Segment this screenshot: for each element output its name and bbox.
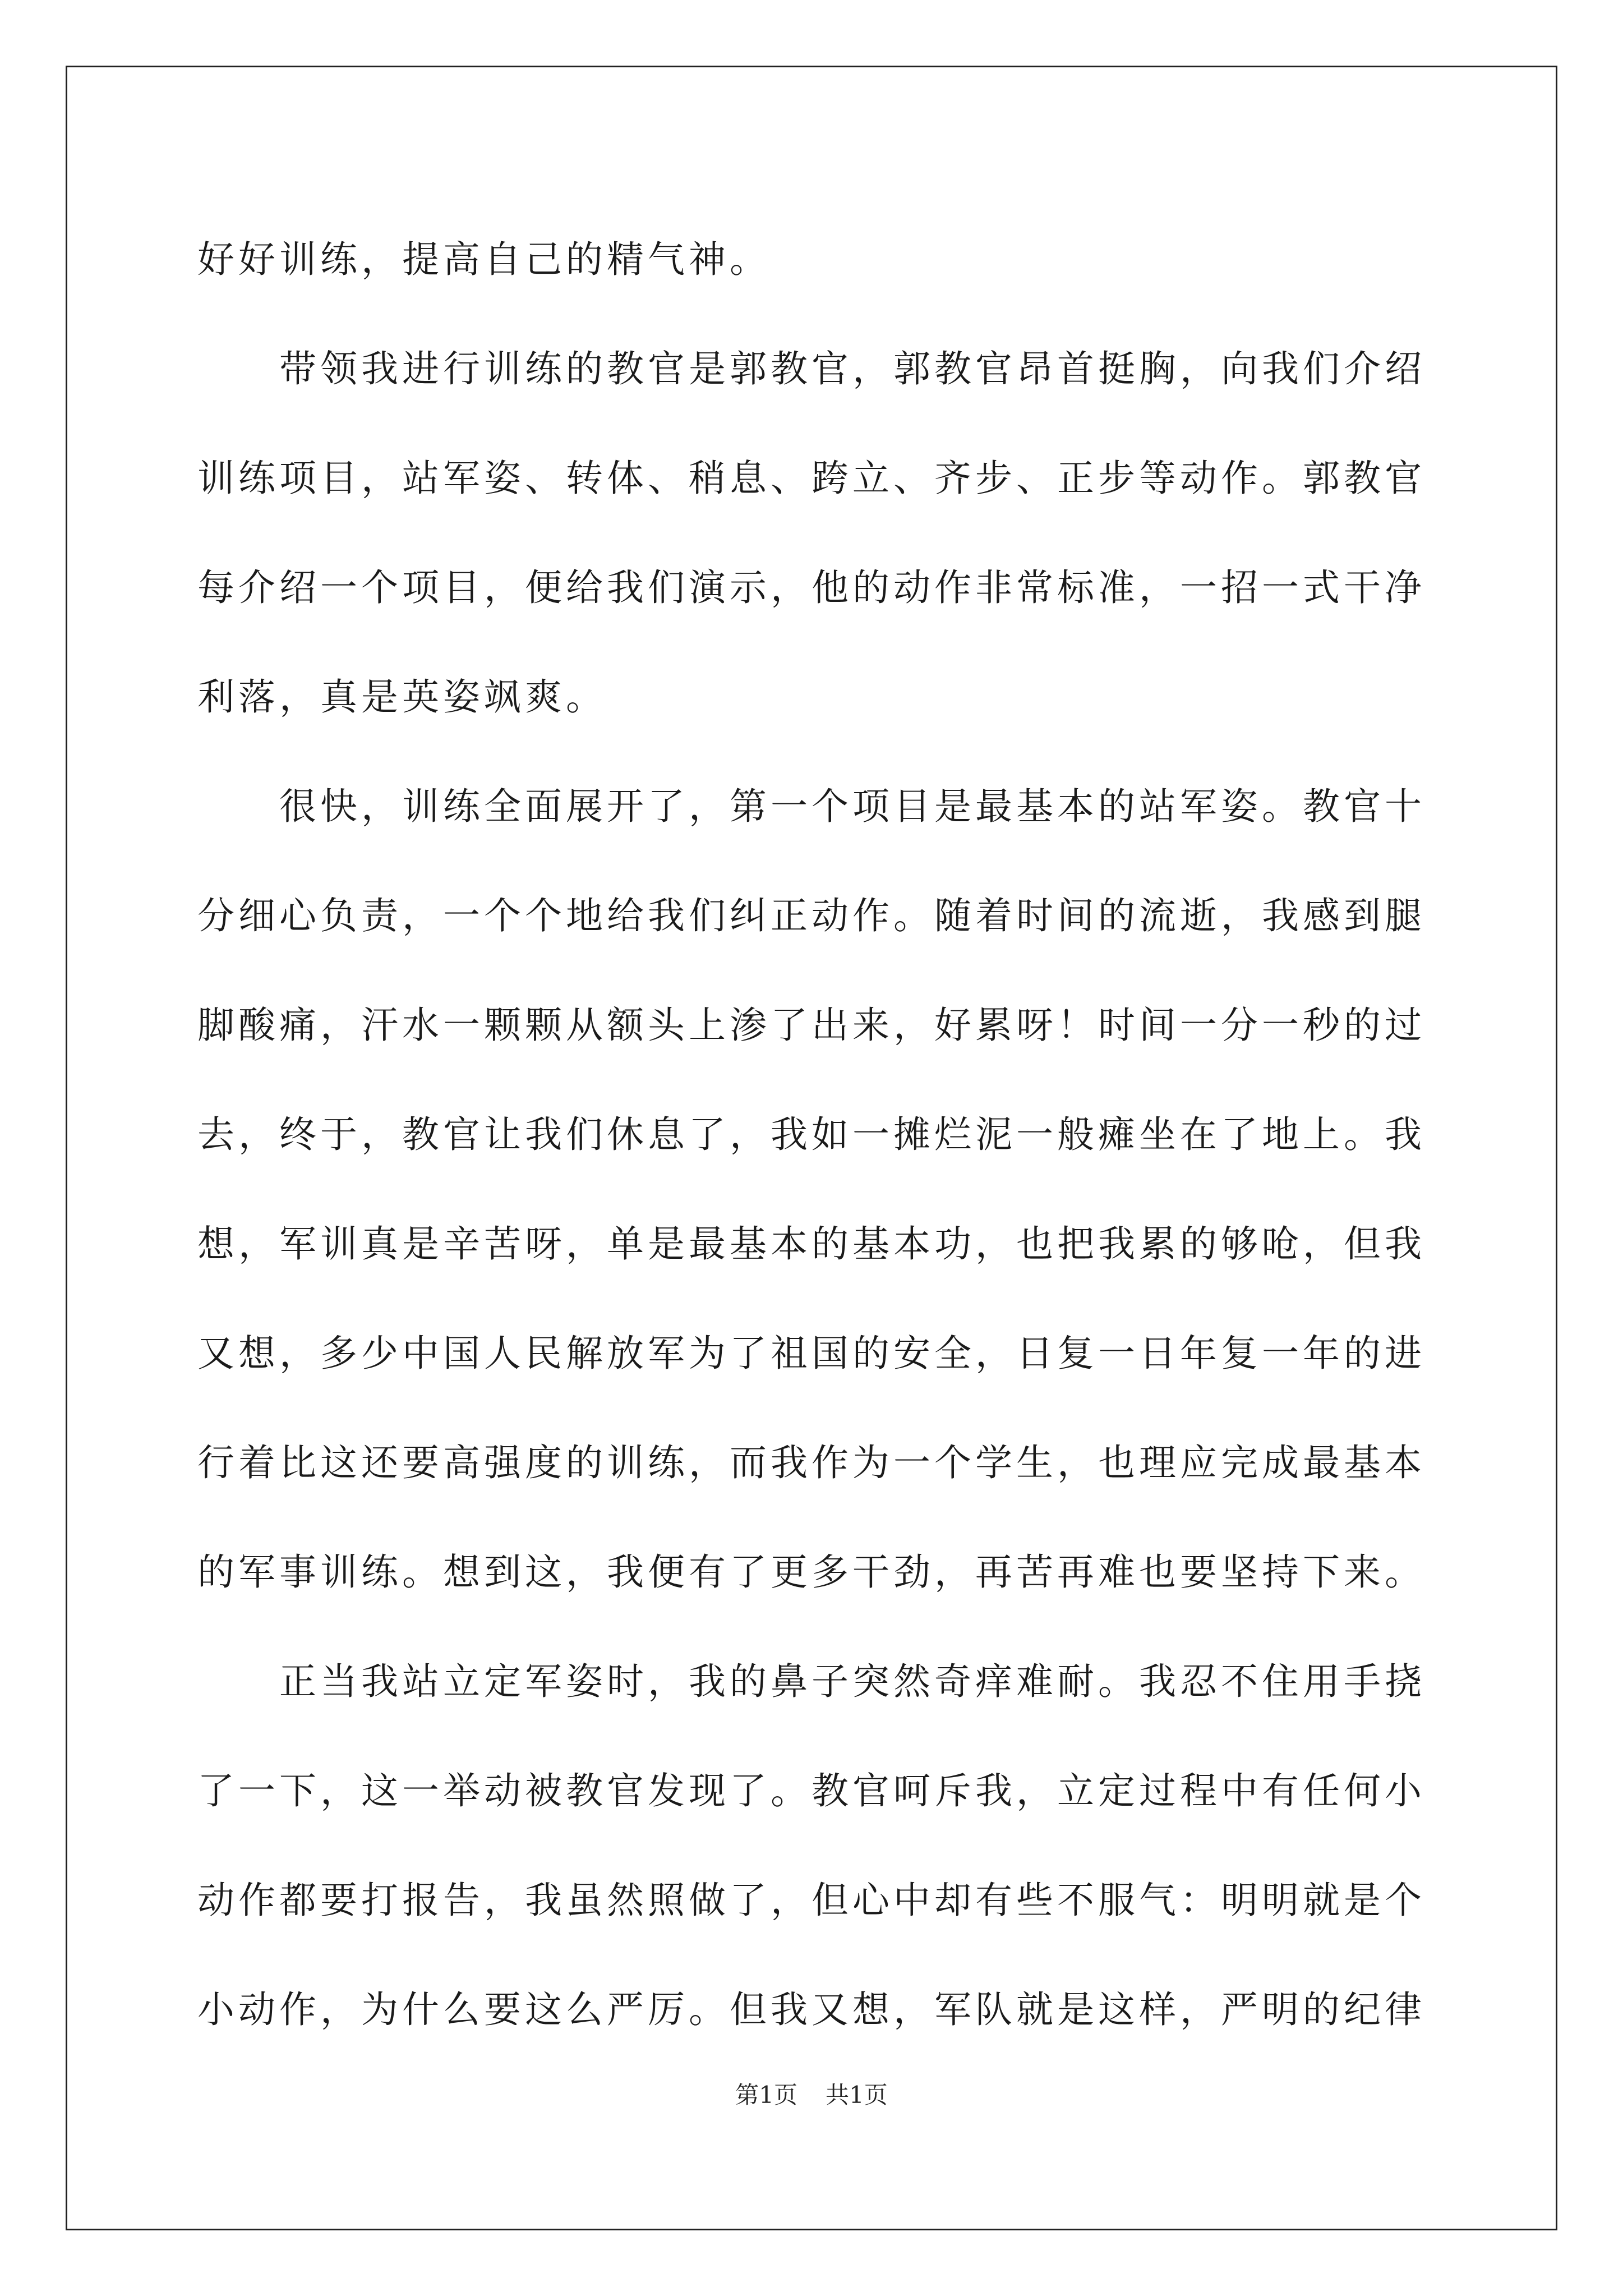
paragraph-3: 很快，训练全面展开了，第一个项目是最基本的站军姿。教官十分细心负责，一个个地给我们纠正动作。随着时间的流逝，我感到腿脚酸痛，汗水一颗颗从额头上渗了出来，好累呀！时间一分一秒的过去，终于，教官让我们休息了，我如一摊烂泥一般瘫坐在了地上。我想，军训真是辛苦呀，单是最基本的基本功，也把我累的够呛，但我又想，多少中国人民解放军为了祖国的安全，日复一日年复一年的进行着比这还要高强度的训练，而我作为一个学生，也理应完成最基本的军事训练。想到这，我便有了更多干劲，再苦再难也要坚持下来。 [197,785,1426,1594]
page-number-current: 第1页 [735,2081,797,2109]
page-number-total: 共1页 [826,2081,888,2109]
paragraph-4: 正当我站立定军姿时，我的鼻子突然奇痒难耐。我忍不住用手挠了一下，这一举动被教官发现了。教官呵斥我，立定过程中有任何小动作都要打报告，我虽然照做了，但心中却有些不服气：明明就是个小动作，为什么要这么严厉。但我又想，军队就是这样，严明的纪律 [197,1660,1426,2031]
paragraph-1: 好好训练，提高自己的精气神。 [197,238,771,281]
document-body [197,205,1426,2064]
page-footer [0,2078,1623,2112]
paragraph-2: 带领我进行训练的教官是郭教官，郭教官昂首挺胸，向我们介绍训练项目，站军姿、转体、稍息、跨立、齐步、正步等动作。郭教官每介绍一个项目，便给我们演示，他的动作非常标准，一招一式干净利落，真是英姿飒爽。 [197,347,1426,719]
